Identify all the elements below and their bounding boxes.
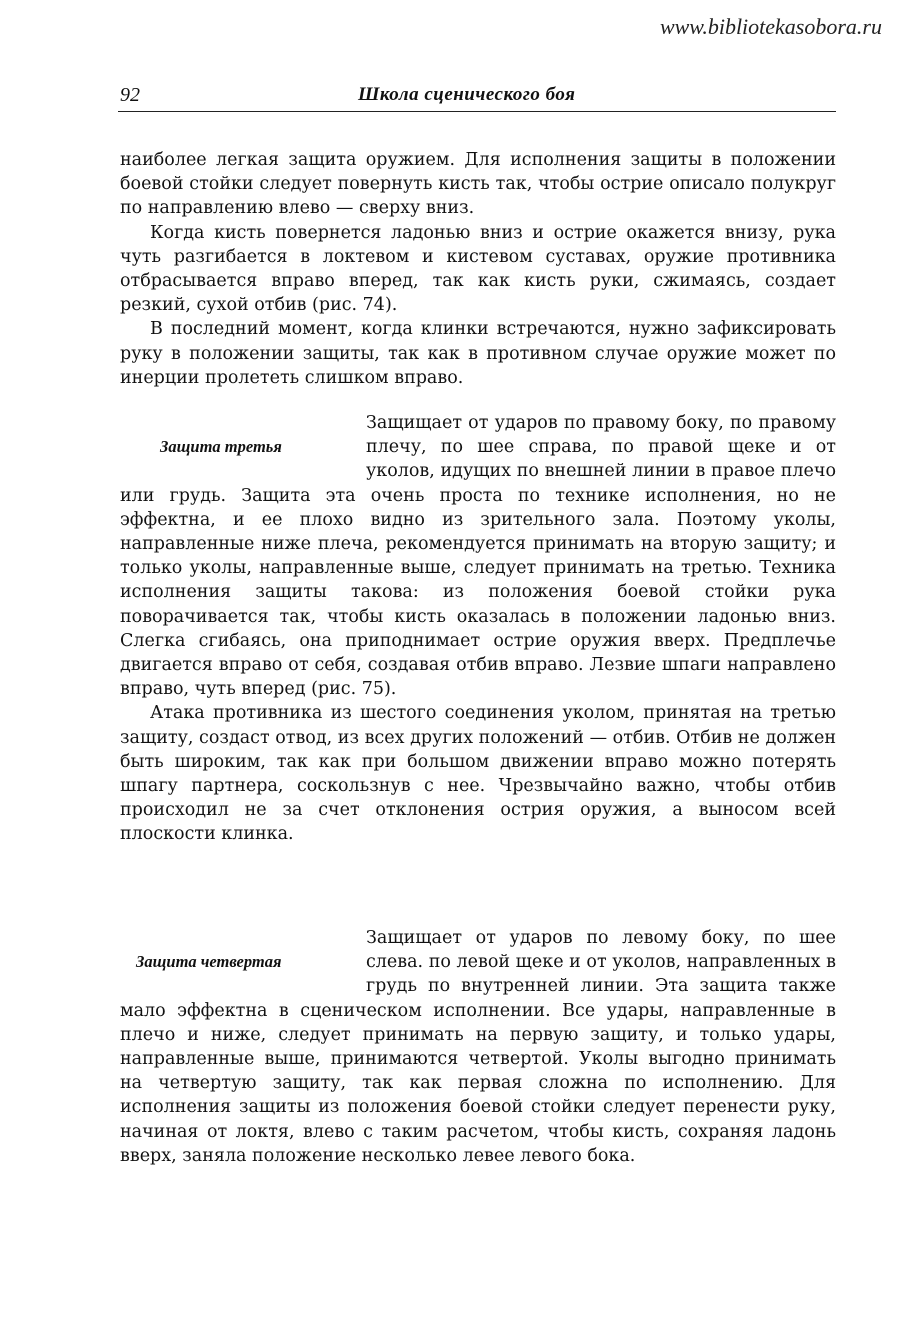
- paragraph: Когда кисть повернется ладонью вниз и острие окажется внизу, рука чуть разгибается в локтевом и кистевом суставах, оружие противника отбрасывается вправо вперед, так как кисть руки, сжимаясь, создает резкий, сухой отбив (рис. 74).: [120, 222, 836, 316]
- section-heading: Защита четвертая: [136, 952, 282, 971]
- paragraph: Атака противника из шестого соединения уколом, принятая на третью защиту, создаст отвод, из всех других положений — отбив. Отбив не должен быть широким, так как при большом движении вправо можно потерять шпагу партнера, соскользнув с нее. Чрезвычайно важно, чтобы отбив происходил не за счет отклонения острия оружия, а выносом всей плоскости клинка.: [120, 703, 836, 845]
- paragraph: наиболее легкая защита оружием. Для исполнения защиты в положении боевой стойки следует повернуть кисть так, чтобы острие описало полукруг по направлению влево — сверху вниз.: [120, 150, 836, 219]
- text-block-continuation: [120, 148, 836, 390]
- paragraph: Защищает от ударов по левому боку, по шее слева. по левой щеке и от уколов, направленных в грудь по внутренней линии. Эта защита также мало эффектна в сценическом исполнении. Все удары, направленные в плечо и ниже, следует принимать на первую защиту, и только удары, направленные выше, принимаются четвертой. Уколы выгодно принимать на четвертую защиту, так как первая сложна по исполнению. Для исполнения защиты из положения боевой стойки следует перенести руку, начиная от локтя, влево с таким расчетом, чтобы кисть, сохраняя ладонь вверх, заняла положение несколько левее левого бока.: [120, 928, 836, 1166]
- section-fourth-parry: [120, 926, 836, 1168]
- running-head: [120, 84, 834, 110]
- paragraph: Защищает от ударов по правому боку, по правому плечу, по шее справа, по правой щеке и от уколов, идущих по внешней линии в правое плечо или грудь. Защита эта очень проста по технике исполнения, но не эффектна, и ее плохо видно из зрительного зала. Поэтому уколы, направленные ниже плеча, рекомендуется принимать на вторую защиту; и только уколы, направленные выше, следует принимать на третью. Техника исполнения защиты такова: из положения боевой стойки рука поворачивается так, чтобы кисть оказалась в положении ладонью вниз. Слегка сгибаясь, она приподнимает острие оружия вверх. Предплечье двигается вправо от себя, создавая отбив вправо. Лезвие шпаги направлено вправо, чуть вперед (рис. 75).: [120, 413, 836, 700]
- section-heading: Защита третья: [160, 437, 282, 456]
- paragraph: В последний момент, когда клинки встречаются, нужно зафиксировать руку в положении защиты, так как в противном случае оружие может по инерции пролететь слишком вправо.: [120, 319, 836, 388]
- page-number: 92: [120, 84, 140, 106]
- watermark-url: www.bibliotekasobora.ru: [659, 14, 882, 39]
- running-title: Школа сценического боя: [358, 84, 576, 105]
- header-rule: [118, 111, 836, 112]
- section-third-parry: [120, 411, 836, 847]
